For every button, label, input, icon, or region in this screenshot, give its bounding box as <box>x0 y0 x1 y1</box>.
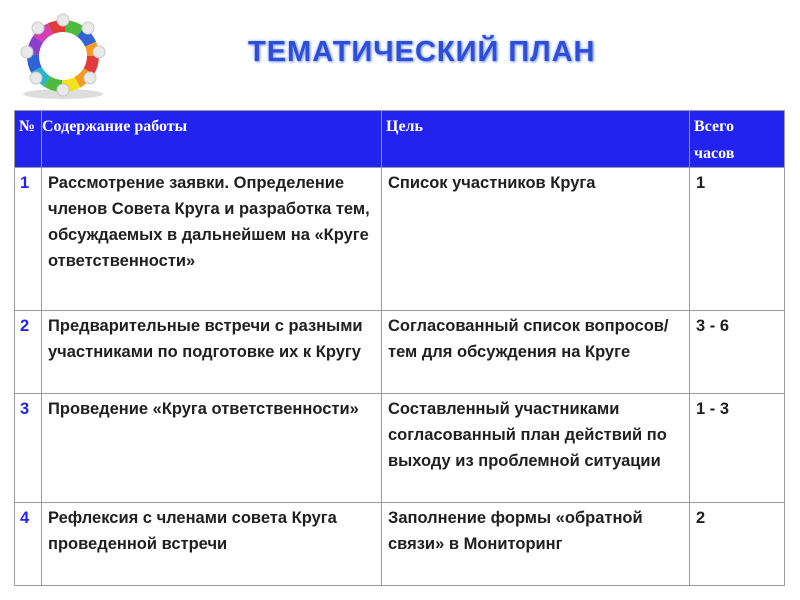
header-hours-line2: часов <box>694 145 735 162</box>
header-hours <box>690 111 785 168</box>
row-content: Предварительные встречи с разными участниками по подготовке их к Кругу <box>42 311 382 394</box>
row-content: Проведение «Круга ответственности» <box>42 394 382 503</box>
table-header-row <box>15 111 785 168</box>
row-content: Рассмотрение заявки. Определение членов Совета Круга и разработка тем, обсуждаемых в дальнейшем на «Круге ответственности» <box>42 168 382 311</box>
header-content <box>42 111 382 168</box>
table-row <box>15 168 785 311</box>
row-number: 4 <box>15 503 42 586</box>
table-row <box>15 311 785 394</box>
row-goal: Составленный участниками согласованный план действий по выходу из проблемной ситуации <box>382 394 690 503</box>
row-content: Рефлексия с членами совета Круга проведенной встречи <box>42 503 382 586</box>
row-goal: Согласованный список вопросов/тем для обсуждения на Круге <box>382 311 690 394</box>
row-goal: Заполнение формы «обратной связи» в Мониторинг <box>382 503 690 586</box>
row-number: 1 <box>15 168 42 311</box>
header-number-label: № <box>19 118 36 135</box>
row-hours: 3 - 6 <box>690 311 785 394</box>
header-goal-label: Цель <box>386 118 423 135</box>
row-number: 3 <box>15 394 42 503</box>
row-goal: Список участников Круга <box>382 168 690 311</box>
header-goal <box>382 111 690 168</box>
people-circle-puzzle-logo <box>14 8 112 100</box>
row-hours: 1 - 3 <box>690 394 785 503</box>
thematic-plan-table <box>14 110 785 586</box>
header-hours-line1: Всего <box>694 118 734 135</box>
row-number: 2 <box>15 311 42 394</box>
row-hours: 2 <box>690 503 785 586</box>
row-hours: 1 <box>690 168 785 311</box>
header-number <box>15 111 42 168</box>
header-content-label: Содержание работы <box>42 118 188 135</box>
table-row <box>15 503 785 586</box>
page-title: ТЕМАТИЧЕСКИЙ ПЛАН <box>248 36 596 68</box>
table-row <box>15 394 785 503</box>
